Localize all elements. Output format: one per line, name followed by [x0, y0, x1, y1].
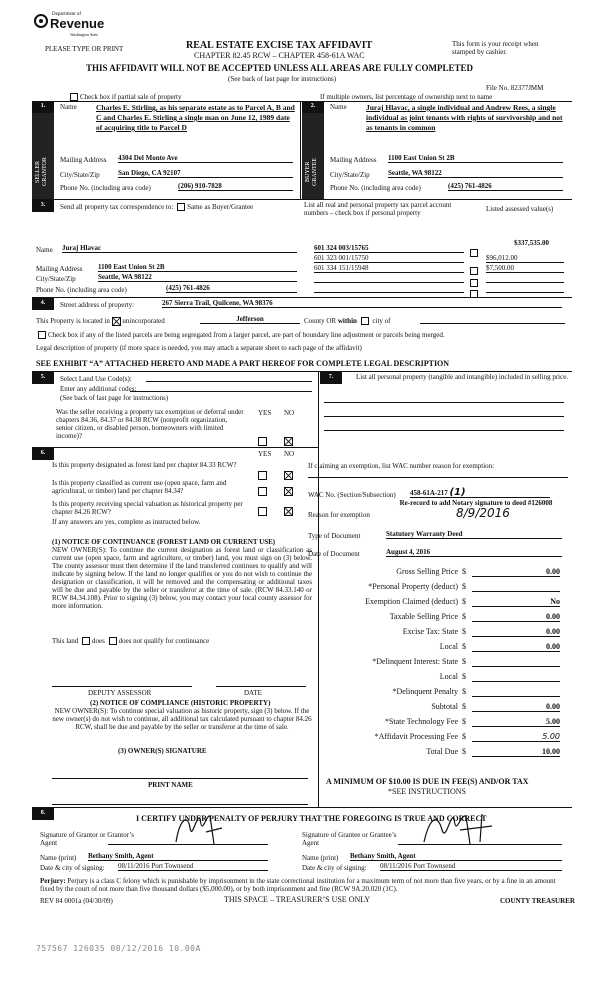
- personal-property: List all personal property (tangible and intangible) included in selling price.: [356, 373, 569, 381]
- corr-phone[interactable]: (425) 761-4826: [166, 284, 297, 293]
- multiple-owners: If multiple owners, list percentage of ownership next to name: [320, 93, 493, 101]
- tax-row: Total Due $ 10.00: [426, 747, 560, 756]
- current-use-question: Is this property classified as current use (open space, farm and agricultural, or timber) land per chapter 84.34?: [52, 479, 227, 495]
- same-as-buyer-checkbox[interactable]: [177, 203, 185, 211]
- logo-department: Department of: [52, 12, 82, 17]
- section-5-number: 5.: [32, 372, 54, 384]
- wac-subsection: (1): [449, 487, 466, 498]
- section-4-number: 4.: [32, 298, 54, 310]
- dor-logo: [34, 10, 114, 42]
- seller-phone-label: Phone No. (including area code): [60, 184, 151, 192]
- corr-mailing[interactable]: 1100 East Union St 2B: [98, 263, 297, 272]
- form-warning: THIS AFFIDAVIT WILL NOT BE ACCEPTED UNLESS ALL AREAS ARE FULLY COMPLETED: [86, 63, 474, 73]
- value-1[interactable]: $337,535.00: [514, 239, 549, 247]
- tax-row: *Affidavit Processing Fee $ 5.00: [374, 732, 560, 741]
- grantee-date[interactable]: 08/11/2016 Port Townsend: [380, 862, 562, 871]
- buyer-mailing[interactable]: 1100 East Union St 2B: [388, 154, 563, 163]
- parcel-header: List all real and personal property tax parcel account numbers – check box if personal property: [304, 201, 452, 217]
- sec6-no: NO: [284, 450, 295, 458]
- current-use-yes-checkbox[interactable]: [258, 487, 267, 496]
- seller-city-label: City/State/Zip: [60, 171, 100, 179]
- seller-name-label: Name: [60, 103, 77, 111]
- notice1-body: NEW OWNER(S): To continue the current designation as forest land or classification as current use (open space, farm and agriculture, or timber) land, you must sign on (3) below. The county assessor must then determine if the land transferred continues to qualify and will indicate by signing below. If the land no longer qualifies or you do not wish to continue the designation or classification, it will be removed and the compensating or additional taxes will be due and payable by the seller or transferor at the time of sale. (RCW 84.33.140 or RCW 84.34.108). Prior to signing (3) below, you may contact your local county assessor for more information.: [52, 546, 312, 610]
- buyer-city[interactable]: Seattle, WA 98122: [388, 169, 563, 178]
- grantee-name[interactable]: Bethany Smith, Agent: [350, 852, 562, 861]
- section-8-number: 8.: [32, 808, 54, 820]
- seller-city[interactable]: San Diego, CA 92107: [118, 169, 293, 178]
- grantee-date-label: Date & city of signing:: [302, 864, 367, 872]
- seller-name[interactable]: Charles E. Stirling, as his separate estate as to Parcel A, B and C and Charles E. Stirling a single man on June 12, 1989 date of acquiring title to Parcel D: [96, 103, 295, 132]
- grantee-signature: [420, 808, 500, 848]
- this-land: This land does does not qualify for continuance: [52, 637, 210, 645]
- tax-row: Gross Selling Price $ 0.00: [396, 567, 560, 576]
- tax-row: Exemption Claimed (deduct) $ No: [365, 597, 560, 606]
- partial-sale: Check box if partial sale of property: [68, 93, 181, 101]
- assessed-header: Listed assessed value(s): [486, 205, 554, 213]
- wac-label: WAC No. (Section/Subsection): [308, 491, 396, 499]
- sec5-yes: YES: [258, 409, 272, 417]
- parcel-1-checkbox[interactable]: [470, 249, 478, 257]
- treasurer-use: THIS SPACE – TREASURER’S USE ONLY: [224, 895, 371, 904]
- buyer-name[interactable]: Juraj Hlavac, a single individual and Andrew Rees, a single individual as joint tenants with rights of survivorship and not as tenants in common: [366, 103, 563, 132]
- logo-washington: Washington State: [70, 32, 99, 37]
- seller-mailing[interactable]: 4304 Del Monte Ave: [118, 154, 293, 163]
- form-title: REAL ESTATE EXCISE TAX AFFIDAVIT: [186, 40, 373, 51]
- exemption-yes-checkbox[interactable]: [258, 437, 267, 446]
- segregated-checkbox[interactable]: [38, 331, 46, 339]
- grantee-name-label: Name (print): [302, 854, 339, 862]
- corr-city-label: City/State/Zip: [36, 275, 76, 283]
- grantee-sig-label: Signature of Grantee or Grantee’s Agent: [302, 831, 397, 847]
- receipt-stamp: 757567 126035 08/12/2016 10.00A: [36, 944, 201, 953]
- rev-number: REV 84 0001a (04/30/09): [40, 897, 113, 905]
- section-1-number: 1.: [32, 101, 54, 113]
- tax-row: Local $: [300, 673, 568, 688]
- print-name: PRINT NAME: [148, 781, 193, 789]
- deputy-assessor: DEPUTY ASSESSOR: [88, 689, 152, 697]
- historic-no-checkbox[interactable]: [284, 507, 293, 516]
- parcel-1[interactable]: 601 324 003/15765: [314, 244, 464, 253]
- notice1-title: (1) NOTICE OF CONTINUANCE (FOREST LAND OR CURRENT USE): [52, 538, 276, 546]
- street-address[interactable]: 267 Sierra Trail, Quilcene, WA 98376: [162, 299, 562, 308]
- county-treasurer: COUNTY TREASURER: [500, 897, 575, 905]
- does-not-qualify-checkbox[interactable]: [109, 637, 117, 645]
- section-6-number: 6.: [32, 448, 54, 460]
- grantor-sig-label: Signature of Grantor or Grantor’s Agent: [40, 831, 134, 847]
- if-yes: If any answers are yes, complete as instructed below.: [52, 518, 201, 526]
- unincorporated-checkbox[interactable]: [112, 317, 121, 326]
- claiming-exemption: If claiming an exemption, list WAC number reason for exemption:: [308, 462, 495, 470]
- historic-yes-checkbox[interactable]: [258, 507, 267, 516]
- seller-mailing-label: Mailing Address: [60, 156, 107, 164]
- section-3-number: 3.: [32, 200, 54, 212]
- exemption-no-checkbox[interactable]: [284, 437, 293, 446]
- see-instructions: *SEE INSTRUCTIONS: [388, 787, 467, 796]
- tax-row: *Delinquent Interest: State $: [300, 658, 568, 673]
- buyer-mailing-label: Mailing Address: [330, 156, 377, 164]
- grantor-name-label: Name (print): [40, 854, 77, 862]
- select-land-use: Select Land Use Code(s):: [60, 375, 132, 383]
- seller-side-label: SELLER GRANTOR: [35, 157, 48, 187]
- located-line: This Property is located in unincorporated: [36, 317, 165, 326]
- within-city-checkbox[interactable]: [361, 317, 369, 325]
- receipt-note: This form is your receipt when stamped by cashier.: [452, 40, 539, 56]
- notice2-title: (2) NOTICE OF COMPLIANCE (HISTORIC PROPERTY): [90, 699, 271, 707]
- tax-row: Taxable Selling Price $ 0.00: [389, 612, 560, 621]
- owner-signature: (3) OWNER(S) SIGNATURE: [118, 747, 207, 755]
- grantor-date-label: Date & city of signing:: [40, 864, 105, 872]
- reason-handwritten-date: 8/9/2016: [456, 506, 510, 520]
- county-name[interactable]: Jefferson: [200, 315, 300, 324]
- tax-row: Excise Tax: State $ 0.00: [402, 627, 560, 636]
- sec6-yes: YES: [258, 450, 272, 458]
- legal-description: Legal description of property (if more space is needed, you may attach a separate sheet to each page of the affidavit): [36, 344, 362, 352]
- forest-no-checkbox[interactable]: [284, 471, 293, 480]
- deputy-date: DATE: [244, 689, 262, 697]
- dor-logo-icon: [34, 14, 48, 28]
- doc-date-label: Date of Document: [308, 550, 360, 558]
- street-label: Street address of property:: [60, 301, 135, 309]
- notice2-body: NEW OWNER(S): To continue special valuation as historic property, sign (3) below. If the new owner(s) do not wish to continue, all additional tax calculated pursuant to chapter 84.26 RCW, shall be due and payable by the seller or transferor at the time of sale.: [52, 707, 312, 731]
- corr-name-label: Name: [36, 246, 53, 254]
- corr-mailing-label: Mailing Address: [36, 265, 83, 273]
- exhibit-a: SEE EXHIBIT “A” ATTACHED HERETO AND MADE A PART HEREOF FOR COMPLETE LEGAL DESCRIPTION: [36, 359, 450, 368]
- corr-name[interactable]: Juraj Hlavac: [62, 244, 297, 253]
- grantor-date[interactable]: 08/11/2016 Port Townsend: [118, 862, 268, 871]
- sec5-no: NO: [284, 409, 295, 417]
- parcel-2[interactable]: 601 323 001/15750: [314, 254, 464, 263]
- doc-type-label: Type of Document: [308, 532, 361, 540]
- forest-yes-checkbox[interactable]: [258, 471, 267, 480]
- forest-question: Is this property designated as forest land per chapter 84.33 RCW?: [52, 461, 237, 469]
- send-correspondence: Send all property tax correspondence to: Same as Buyer/Grantee: [60, 203, 254, 211]
- section-7-number: 7.: [320, 372, 342, 384]
- reason[interactable]: Re-record to add Notary signature to deed #126008: [399, 499, 553, 507]
- perjury: Perjury: Perjury is a class C felony which is punishable by imprisonment in the state correctional institution for a maximum term of not more than five years, or by a fine in an amount fixed by the court of not more than five thousand dollars ($5,000.00), or by both imprisonment and fine (RCW 9A.20.020 (1C).: [40, 877, 556, 893]
- wac-number[interactable]: 458-61A-217 (1): [410, 489, 550, 498]
- value-3[interactable]: $7,500.00: [486, 264, 564, 273]
- tax-row: *Personal Property (deduct) $: [300, 583, 568, 598]
- parcel-3[interactable]: 601 334 151/15948: [314, 264, 464, 273]
- doc-type[interactable]: Statutory Warranty Deed: [386, 530, 562, 539]
- minimum-due: A MINIMUM OF $10.00 IS DUE IN FEE(S) AND/OR TAX: [326, 777, 529, 786]
- see-back: (See back of last page for instructions): [228, 75, 337, 83]
- file-no: File No. 82377JMM: [486, 84, 544, 92]
- does-qualify-checkbox[interactable]: [82, 637, 90, 645]
- grantor-name[interactable]: Bethany Smith, Agent: [88, 852, 268, 861]
- additional-codes: Enter any additional codes:: [60, 385, 137, 393]
- form-chapter: CHAPTER 82.45 RCW – CHAPTER 458-61A WAC: [194, 51, 365, 60]
- tax-row: Subtotal $ 0.00: [431, 702, 560, 711]
- certify: I CERTIFY UNDER PENALTY OF PERJURY THAT THE FOREGOING IS TRUE AND CORRECT: [136, 814, 487, 823]
- logo-revenue: Revenue: [50, 16, 105, 31]
- segregated: Check box if any of the listed parcels are being segregated from a larger parcel, are part of boundary line adjustment or parcels being merged.: [36, 331, 445, 339]
- county-or: County OR within city of: [304, 317, 391, 325]
- corr-city[interactable]: Seattle, WA 98122: [98, 273, 297, 282]
- reason-label: Reason for exemption: [308, 511, 370, 519]
- tax-row: *Delinquent Penalty $: [300, 688, 568, 703]
- seller-phone[interactable]: (206) 910-7828: [178, 182, 293, 191]
- current-use-no-checkbox[interactable]: [284, 487, 293, 496]
- doc-date[interactable]: August 4, 2016: [386, 548, 562, 557]
- grantor-signature: [170, 808, 230, 848]
- section-2-number: 2.: [302, 101, 324, 113]
- value-2[interactable]: $96,012.00: [486, 254, 564, 263]
- exemption-question: Was the seller receiving a property tax exemption or deferral under chapters 84.36, 84.37 or 84.38 RCW (nonprofit organization, senior citizen, or disabled person, homeowners with limited income)?: [56, 408, 244, 440]
- buyer-phone-label: Phone No. (including area code): [330, 184, 421, 192]
- buyer-side-label: BUYER GRANTEE: [305, 158, 318, 186]
- historic-question: Is this property receiving special valuation as historical property per chapter 84.26 RCW?: [52, 500, 243, 516]
- buyer-phone[interactable]: (425) 761-4826: [448, 182, 563, 191]
- corr-phone-label: Phone No. (including area code): [36, 286, 127, 294]
- land-use-see-back: (See back of last page for instructions): [60, 394, 169, 402]
- please-type: PLEASE TYPE OR PRINT: [45, 45, 124, 53]
- buyer-city-label: City/State/Zip: [330, 171, 370, 179]
- buyer-name-label: Name: [330, 103, 347, 111]
- tax-row: Local $ 0.00: [439, 642, 560, 651]
- tax-row: *State Technology Fee $ 5.00: [384, 717, 560, 726]
